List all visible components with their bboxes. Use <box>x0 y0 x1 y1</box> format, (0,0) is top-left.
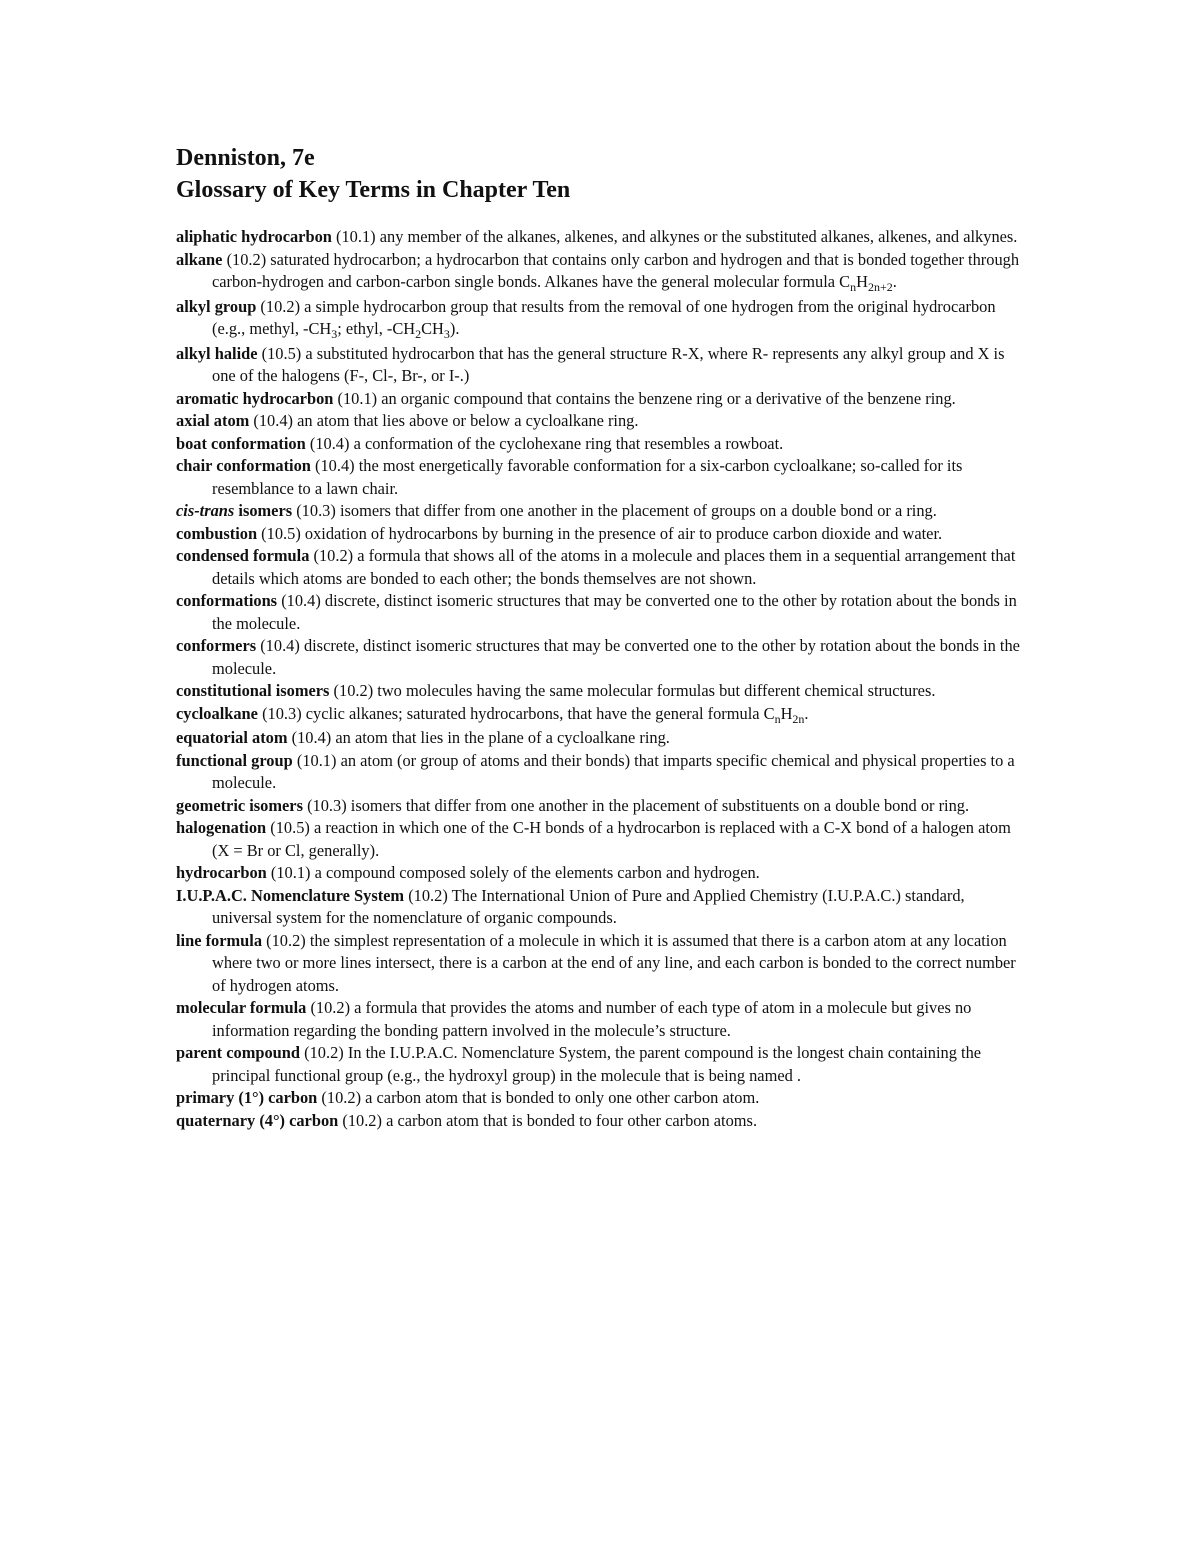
glossary-entry <box>176 750 1026 795</box>
glossary-section: (10.3) <box>296 501 336 520</box>
glossary-definition: saturated hydrocarbon; a hydrocarbon that contains only carbon and hydrogen and that is bonded together through carbon-hydrogen and carbon-carbon single bonds. Alkanes have the general molecular formula C <box>212 249 1020 291</box>
formula-subscript: 2n+2 <box>867 280 893 294</box>
glossary-entry <box>176 500 1026 523</box>
glossary-section: (10.2) <box>266 930 306 950</box>
glossary-definition: cyclic alkanes; saturated hydrocarbons, that have the general formula C <box>305 703 775 723</box>
glossary-section: (10.1) <box>270 863 311 882</box>
glossary-term: molecular formula <box>176 998 307 1017</box>
glossary-definition: a carbon atom that is bonded to four other carbon atoms. <box>386 1110 758 1130</box>
document-title: Denniston, 7e <box>176 145 315 171</box>
glossary-term: cycloalkane <box>176 703 258 723</box>
formula-end: . <box>892 272 897 291</box>
glossary-entry <box>176 703 1026 726</box>
glossary-term: conformers <box>176 636 257 655</box>
glossary-definition: a conformation of the cyclohexane ring that resembles a rowboat. <box>353 433 784 453</box>
glossary-entry <box>176 410 1026 433</box>
glossary-term: hydrocarbon <box>176 863 267 882</box>
glossary-term: alkyl group <box>176 296 257 316</box>
glossary-section: (10.2) <box>226 249 267 269</box>
glossary-definition: an atom that lies above or below a cycloalkane ring. <box>297 411 639 430</box>
glossary-list <box>176 226 1026 1132</box>
glossary-entry <box>176 997 1026 1042</box>
glossary-term: combustion <box>176 523 258 543</box>
glossary-section: (10.4) <box>309 433 350 453</box>
glossary-section: (10.5) <box>261 523 301 543</box>
glossary-section: (10.4) <box>260 636 300 655</box>
formula-subscript: n <box>774 711 781 726</box>
glossary-section: (10.3) <box>307 795 347 815</box>
glossary-entry <box>176 455 1026 500</box>
glossary-definition: an organic compound that contains the benzene ring or a derivative of the benzene ring. <box>381 388 956 408</box>
glossary-term: constitutional isomers <box>176 681 330 700</box>
glossary-term: equatorial atom <box>176 728 288 747</box>
glossary-definition: a formula that shows all of the atoms in a molecule and places them in a sequential arrangement that details which atoms are bonded to each other; the bonds themselves are not shown. <box>212 546 1016 588</box>
glossary-entry <box>176 1042 1026 1087</box>
glossary-term: aromatic hydrocarbon <box>176 388 334 408</box>
glossary-term: axial atom <box>176 411 250 430</box>
glossary-term: functional group <box>176 750 293 770</box>
glossary-definition: In the I.U.P.A.C. Nomenclature System, the parent compound is the longest chain containing the principal functional group (e.g., the hydroxyl group) in the molecule that is being named . <box>212 1043 982 1085</box>
glossary-section: (10.4) <box>281 591 321 610</box>
glossary-definition: discrete, distinct isomeric structures that may be converted one to the other by rotation about the bonds in the molecule. <box>212 591 1017 633</box>
document-page <box>176 142 1026 1132</box>
glossary-term-rest: isomers <box>234 501 293 520</box>
glossary-entry <box>176 795 1026 818</box>
formula-subscript: n <box>850 280 857 294</box>
glossary-entry <box>176 590 1026 635</box>
glossary-definition: The International Union of Pure and Applied Chemistry (I.U.P.A.C.) standard, universal system for the nomenclature of organic compounds. <box>212 885 965 927</box>
glossary-entry <box>176 343 1026 388</box>
formula-subscript: 3 <box>443 327 450 341</box>
glossary-term: primary (1°) carbon <box>176 1088 318 1107</box>
formula-subscript: 2 <box>415 327 422 341</box>
glossary-section: (10.1) <box>296 750 337 770</box>
formula-part: H <box>856 272 868 291</box>
glossary-entry <box>176 296 1026 341</box>
glossary-section: (10.4) <box>315 456 355 475</box>
glossary-term: I.U.P.A.C. Nomenclature System <box>176 885 405 905</box>
glossary-definition: an atom (or group of atoms and their bonds) that imparts specific chemical and physical properties to a molecule. <box>212 750 1015 792</box>
glossary-term: line formula <box>176 930 263 950</box>
glossary-section: (10.1) <box>337 388 378 408</box>
glossary-entry <box>176 817 1026 862</box>
glossary-definition: discrete, distinct isomeric structures that may be converted one to the other by rotation about the bonds in the molecule. <box>212 636 1020 678</box>
glossary-entry <box>176 635 1026 680</box>
formula-end: . <box>804 703 809 723</box>
glossary-definition: oxidation of hydrocarbons by burning in the presence of air to produce carbon dioxide and water. <box>304 523 943 543</box>
glossary-term: aliphatic hydrocarbon <box>176 227 332 246</box>
glossary-section: (10.5) <box>270 818 310 837</box>
formula-subscript: 3 <box>331 327 338 341</box>
glossary-entry <box>176 249 1026 294</box>
glossary-term: chair conformation <box>176 456 311 475</box>
glossary-section: (10.2) <box>304 1043 344 1062</box>
glossary-definition: the simplest representation of a molecule in which it is assumed that there is a carbon atom at any location where two or more lines intersect, there is a carbon at the end of any line, and each carbon is bonded to the correct number of hydrogen atoms. <box>212 930 1016 995</box>
glossary-entry <box>176 523 1026 546</box>
glossary-entry <box>176 1110 1026 1133</box>
glossary-term: conformations <box>176 591 278 610</box>
glossary-definition: a simple hydrocarbon group that results from the removal of one hydrogen from the original hydrocarbon (e.g., methyl, -CH <box>212 296 996 338</box>
glossary-section: (10.4) <box>291 728 332 747</box>
glossary-term: boat conformation <box>176 433 306 453</box>
glossary-term: parent compound <box>176 1043 301 1062</box>
glossary-entry <box>176 885 1026 930</box>
glossary-term <box>176 501 292 520</box>
glossary-definition: isomers that differ from one another in the placement of substituents on a double bond or ring. <box>350 795 970 815</box>
glossary-definition: the most energetically favorable conformation for a six-carbon cycloalkane; so-called for its resemblance to a lawn chair. <box>212 456 963 498</box>
glossary-definition: a formula that provides the atoms and number of each type of atom in a molecule but gives no information regarding the bonding pattern involved in the molecule’s structure. <box>212 998 972 1040</box>
glossary-definition: a carbon atom that is bonded to only one other carbon atom. <box>365 1088 760 1107</box>
glossary-entry <box>176 388 1026 411</box>
formula-part: H <box>780 703 793 723</box>
glossary-section: (10.2) <box>408 885 448 905</box>
glossary-section: (10.3) <box>262 703 302 723</box>
glossary-entry <box>176 545 1026 590</box>
formula-end: ). <box>449 319 460 338</box>
glossary-entry <box>176 226 1026 249</box>
glossary-entry <box>176 1087 1026 1110</box>
glossary-definition: any member of the alkanes, alkenes, and alkynes or the substituted alkanes, alkenes, and alkynes. <box>379 227 1018 246</box>
formula-part: ; ethyl, -CH <box>337 319 416 338</box>
glossary-section: (10.1) <box>336 227 376 246</box>
glossary-definition: a compound composed solely of the elements carbon and hydrogen. <box>314 863 760 882</box>
glossary-section: (10.2) <box>342 1110 382 1130</box>
glossary-definition: a substituted hydrocarbon that has the general structure R-X, where R- represents any alkyl group and X is one of the halogens (F-, Cl-, Br-, or I-.) <box>212 343 1005 385</box>
glossary-term: condensed formula <box>176 546 310 565</box>
glossary-term: alkyl halide <box>176 343 258 363</box>
glossary-section: (10.2) <box>260 296 301 316</box>
glossary-section: (10.2) <box>333 681 374 700</box>
glossary-term: halogenation <box>176 818 267 837</box>
glossary-entry <box>176 433 1026 456</box>
glossary-entry <box>176 862 1026 885</box>
glossary-entry <box>176 680 1026 703</box>
glossary-definition: isomers that differ from one another in the placement of groups on a double bond or a ring. <box>339 501 937 520</box>
glossary-definition: two molecules having the same molecular formulas but different chemical structures. <box>377 681 936 700</box>
glossary-term-italic: cis-trans <box>176 501 235 520</box>
glossary-term: quaternary (4°) carbon <box>176 1110 339 1130</box>
glossary-entry <box>176 727 1026 750</box>
glossary-definition: a reaction in which one of the C-H bonds of a hydrocarbon is replaced with a C-X bond of a halogen atom (X = Br or Cl, generally). <box>212 818 1011 860</box>
glossary-entry <box>176 930 1026 998</box>
glossary-section: (10.2) <box>313 546 354 565</box>
formula-subscript: 2n <box>792 711 805 726</box>
glossary-term: alkane <box>176 249 223 269</box>
glossary-definition: an atom that lies in the plane of a cycloalkane ring. <box>335 728 670 747</box>
formula-part: CH <box>421 319 444 338</box>
glossary-section: (10.2) <box>310 998 351 1017</box>
glossary-section: (10.4) <box>253 411 294 430</box>
glossary-term: geometric isomers <box>176 795 303 815</box>
glossary-section: (10.2) <box>321 1088 362 1107</box>
document-subtitle: Glossary of Key Terms in Chapter Ten <box>176 177 571 203</box>
glossary-section: (10.5) <box>261 343 302 363</box>
